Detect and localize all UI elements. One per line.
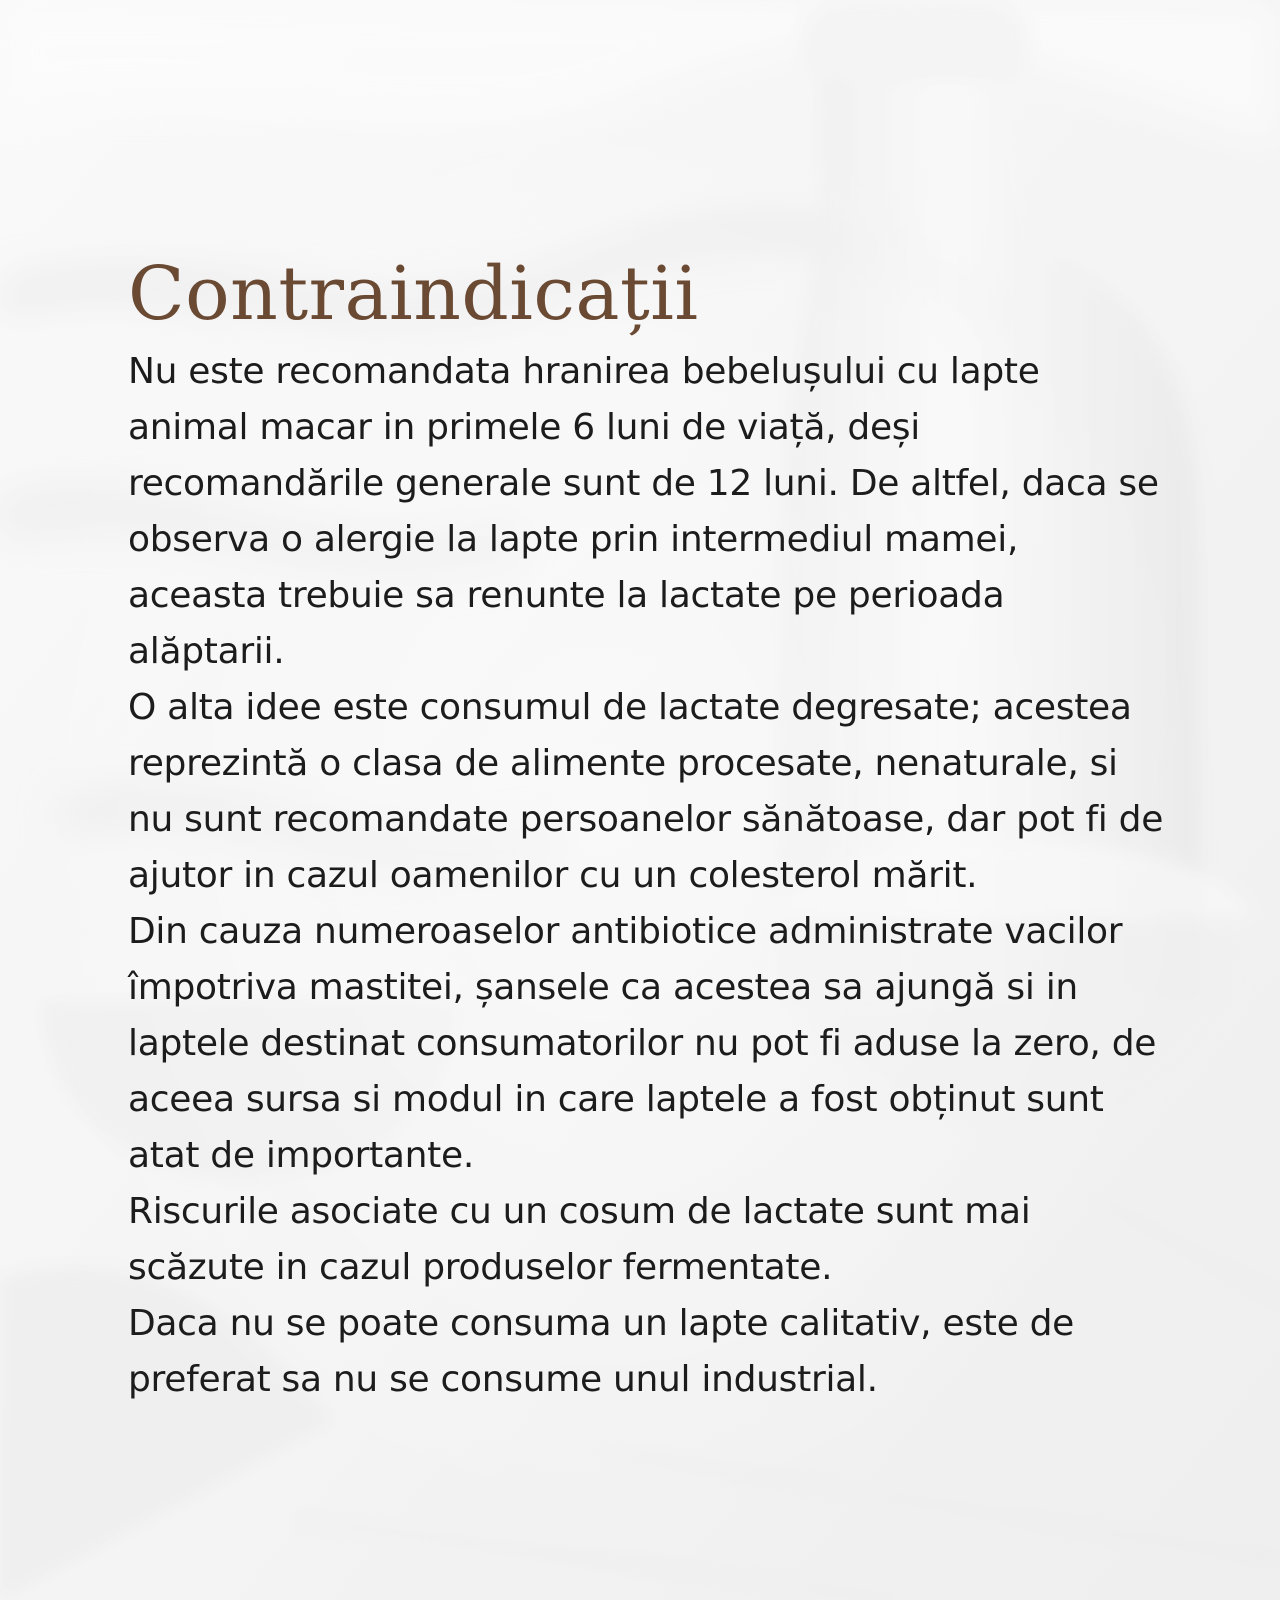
paragraph-5: Daca nu se poate consuma un lapte calitativ, este de preferat sa nu se consume unul industrial. [128,1303,1074,1400]
paragraph-3: Din cauza numeroaselor antibiotice administrate vacilor împotriva mastitei, șansele ca acestea sa ajungă si in laptele destinat consumatorilor nu pot fi aduse la zero, de aceea sursa si modul in care laptele a fost obținut sunt atat de importante. [128,911,1157,1176]
paragraph-4: Riscurile asociate cu un cosum de lactate sunt mai scăzute in cazul produselor fermentate. [128,1191,1031,1288]
page-title: Contraindicații [128,251,699,337]
paragraph-2: O alta idee este consumul de lactate degresate; acestea reprezintă o clasa de alimente procesate, nenaturale, si nu sunt recomandate persoanelor sănătoase, dar pot fi de ajutor in cazul oamenilor cu un colesterol mărit. [128,687,1164,896]
article [128,244,1168,1408]
paragraph-1: Nu este recomandata hranirea bebelușului cu lapte animal macar in primele 6 luni de viață, deși recomandările generale sunt de 12 luni. De altfel, daca se observa o alergie la lapte prin intermediul mamei, aceasta trebuie sa renunte la lactate pe perioada alăptarii. [128,351,1159,672]
